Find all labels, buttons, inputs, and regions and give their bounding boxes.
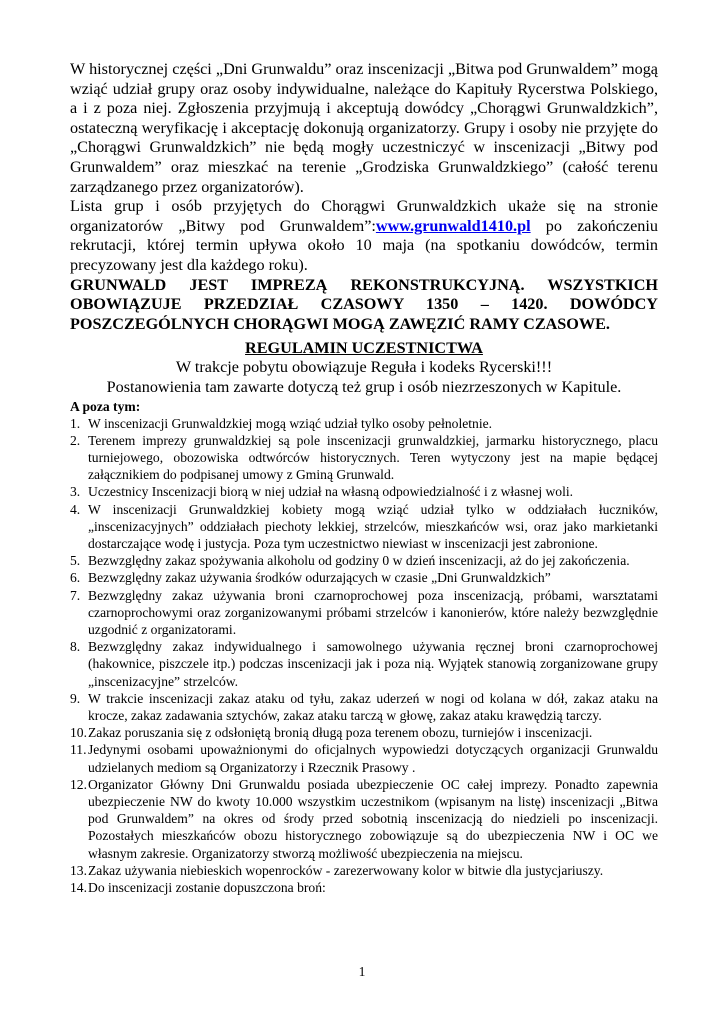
rule-number: 3. xyxy=(70,484,81,500)
rule-number: 4. xyxy=(70,501,81,517)
rule-item xyxy=(70,501,658,553)
regulamin-line-2: Postanowienia tam zawarte dotyczą też grup i osób niezrzeszonych w Kapitule. xyxy=(106,377,622,396)
rule-item xyxy=(70,862,658,879)
rule-number: 1. xyxy=(70,415,81,431)
rule-text: Bezwzględny zakaz używania broni czarnoprochowej poza inscenizacją, próbami, warsztatami czarnoprochowymi oraz zorganizowanymi próbami strzelców i kanonierów, które należy bezwzględnie uzgodnić z organizatorami. xyxy=(88,587,658,637)
rule-text: Bezwzględny zakaz indywidualnego i samowolnego używania ręcznej broni czarnoprochowej (hakownice, piszczele itp.) podczas inscenizacji jak i poza nią. Wyjątek stanowią zorganizowane grupy „inscenizacyjne” strzelców. xyxy=(88,639,658,689)
rule-number: 2. xyxy=(70,432,81,448)
rule-number: 13. xyxy=(70,862,87,878)
rule-text: Uczestnicy Inscenizacji biorą w niej udział na własną odpowiedzialność i z własnej woli. xyxy=(88,484,574,500)
reconstruction-notice: GRUNWALD JEST IMPREZĄ REKONSTRUKCYJNĄ. WSZYSTKICH OBOWIĄZUJE PRZEDZIAŁ CZASOWY 1350 – 1420. DOWÓDCY POSZCZEGÓLNYCH CHORĄGWI MOGĄ ZAWĘZIĆ RAMY CZASOWE. xyxy=(70,275,658,333)
rule-text: W inscenizacji Grunwaldzkiej kobiety mogą wziąć udział tylko w oddziałach łuczników, „inscenizacyjnych” oddziałach piechoty lekkiej, strzelców, mieszkańców wsi, oraz jako markietanki dostarczające wodę i justycja. Poza tym uczestnictwo niewiast w inscenizacji jest zabronione. xyxy=(88,501,658,551)
rules-list xyxy=(70,415,658,897)
rule-number: 5. xyxy=(70,553,81,569)
rule-text: Do inscenizacji zostanie dopuszczona broń: xyxy=(88,879,326,895)
rule-text: Terenem imprezy grunwaldzkiej są pole inscenizacji grunwaldzkiej, jarmarku historycznego, placu turniejowego, obozowiska odtwórców historycznych. Teren wytyczony jest na mapie będącej załącznikiem do podpisanej umowy z Gminą Grunwald. xyxy=(88,432,658,483)
rule-item xyxy=(70,741,658,775)
rule-item xyxy=(70,638,658,690)
rule-item xyxy=(70,432,658,484)
rule-item xyxy=(70,587,658,639)
rule-item xyxy=(70,724,658,741)
intro-paragraph-2-start: Lista grup i osób przyjętych do Chorągwi Grunwaldzkich ukaże się na stronie organizatorów „Bitwy pod Grunwaldem”: xyxy=(70,197,658,235)
rule-item xyxy=(70,776,658,862)
regulamin-line-1: W trakcje pobytu obowiązuje Reguła i kodeks Rycerski!!! xyxy=(175,358,553,377)
regulamin-title: REGULAMIN UCZESTNICTWA xyxy=(245,339,483,358)
grunwald-website-link[interactable]: www.grunwald1410.pl xyxy=(375,216,531,235)
rule-text: Zakaz używania niebieskich wopenrocków - zarezerwowany kolor w bitwie dla justycjariuszy. xyxy=(88,862,604,878)
intro-paragraph-2-end: po zakończeniu rekrutacji, której termin upływa około 10 maja (na spotkaniu dowódców, termin precyzowany jest dla każdego roku). xyxy=(70,216,658,274)
rule-item xyxy=(70,690,658,724)
rule-number: 12. xyxy=(70,776,87,792)
rule-number: 8. xyxy=(70,639,81,655)
rule-number: 7. xyxy=(70,587,81,603)
document-page xyxy=(70,60,658,896)
rule-item xyxy=(70,483,658,500)
a-poza-tym-label: A poza tym: xyxy=(70,398,141,414)
rule-item xyxy=(70,415,658,432)
rule-number: 9. xyxy=(70,690,81,706)
rule-text: Jedynymi osobami upoważnionymi do oficjalnych wypowiedzi dotyczących organizacji Grunwaldu udzielanych mediom są Organizatorzy i Rzecznik Prasowy . xyxy=(88,742,658,775)
rule-text: W trakcie inscenizacji zakaz ataku od tyłu, zakaz uderzeń w nogi od kolana w dół, zakaz ataku na krocze, zakaz zadawania sztychów, zakaz ataku tarczą w głowę, zakaz ataku krawędzią tarczy. xyxy=(88,690,658,723)
rule-text: Bezwzględny zakaz spożywania alkoholu od godziny 0 w dzień inscenizacji, aż do jej zakończenia. xyxy=(88,553,630,569)
rule-item xyxy=(70,569,658,586)
rule-number: 14. xyxy=(70,879,87,895)
rule-item xyxy=(70,552,658,569)
rule-number: 10. xyxy=(70,725,87,741)
intro-paragraph-1: W historycznej części „Dni Grunwaldu” oraz inscenizacji „Bitwa pod Grunwaldem” mogą wziąć udział grupy oraz osoby indywidualne, należące do Kapituły Rycerstwa Polskiego, a i z poza niej. Zgłoszenia przyjmują i akceptują dowódcy „Chorągwi Grunwaldzkich”, ostateczną weryfikację i akceptację dokonują organizatorzy. Grupy i osoby nie przyjęte do „Chorągwi Grunwaldzkich” nie będą mogły uczestniczyć w inscenizacji „Bitwy pod Grunwaldem” oraz mieszkać na terenie „Grodziska Grunwaldzkiego” (całość terenu zarządzanego przez organizatorów). xyxy=(70,60,658,196)
rule-number: 11. xyxy=(70,742,87,758)
rule-text: W inscenizacji Grunwaldzkiej mogą wziąć udział tylko osoby pełnoletnie. xyxy=(88,415,493,431)
rule-text: Bezwzględny zakaz używania środków odurzających w czasie „Dni Grunwaldzkich” xyxy=(88,570,551,586)
rule-text: Zakaz poruszania się z odsłoniętą bronią długą poza terenem obozu, turniejów i inscenizacji. xyxy=(88,725,593,741)
rule-text: Organizator Główny Dni Grunwaldu posiada ubezpieczenie OC całej imprezy. Ponadto zapewnia ubezpieczenie NW do kwoty 10.000 wszystkim uczestnikom (wpisanym na listę) inscenizacji „Bitwa pod Grunwaldem” na okres od środy przed sobotnią inscenizacją do niedzieli po inscenizacji. Pozostałych mieszkańców obozu historycznego zobowiązuje są do ubezpieczenia NW i OC we własnym zakresie. Organizatorzy stworzą możliwość ubezpieczenia na miejscu. xyxy=(88,776,658,861)
rule-number: 6. xyxy=(70,570,81,586)
intro-paragraph-2 xyxy=(70,197,658,275)
rule-item xyxy=(70,879,658,896)
page-number: 1 xyxy=(358,964,366,979)
